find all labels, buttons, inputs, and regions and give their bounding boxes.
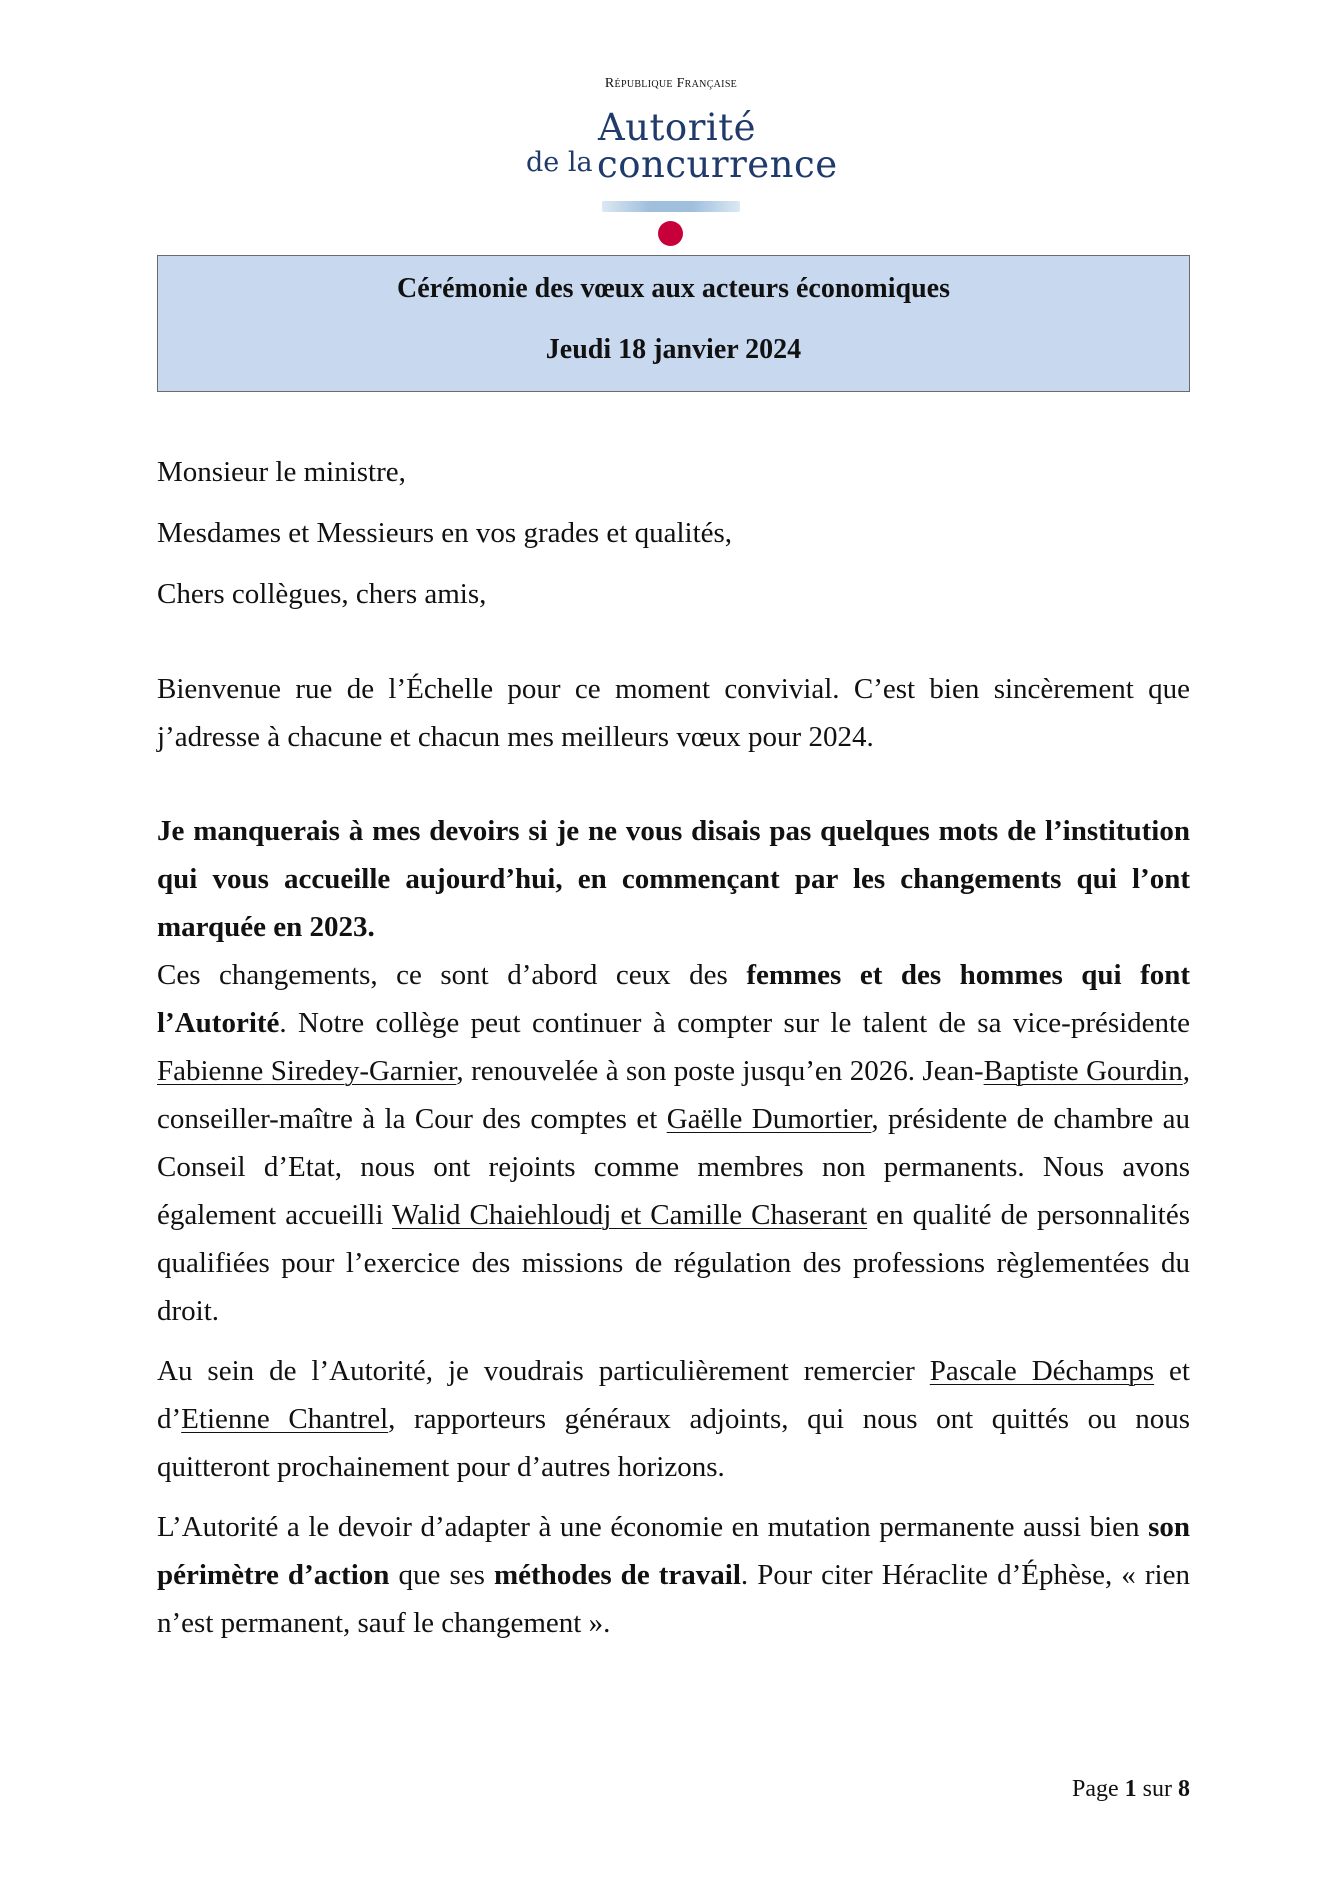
text-run: , renouvelée à son poste jusqu’en 2026. Jean- xyxy=(456,1055,984,1087)
logo-text-autorite: Autorité xyxy=(598,106,756,149)
logo-text-concurrence: concurrence xyxy=(597,143,838,186)
text-run: , conseiller-maître à la Cour des comptes et xyxy=(157,1055,1190,1135)
text-run: . Pour citer Héraclite d’Éphèse, « rien n’est permanent, sauf le changement ». xyxy=(157,1559,1190,1639)
salutation-block xyxy=(157,448,1190,618)
paragraph-intro-bold xyxy=(157,807,1190,951)
logo-blue-bar-icon xyxy=(602,201,740,212)
paragraph-welcome: Bienvenue rue de l’Échelle pour ce moment convivial. C’est bien sincèrement que j’adresse à chacune et chacun mes meilleurs vœux pour 2024. xyxy=(157,673,1190,753)
document-body xyxy=(157,448,1190,1647)
text-run: L’Autorité a le devoir d’adapter à une économie en mutation permanente aussi bien xyxy=(157,1511,1149,1543)
page-of-word: sur xyxy=(1142,1776,1172,1802)
underlined-name: Baptiste Gourdin xyxy=(983,1055,1183,1087)
letterhead xyxy=(0,0,1342,250)
underlined-name: Fabienne Siredey-Garnier xyxy=(157,1055,457,1087)
paragraph-thanks xyxy=(157,1347,1190,1491)
title-box xyxy=(157,255,1190,392)
logo-red-dot-icon xyxy=(658,221,683,246)
page-current: 1 xyxy=(1124,1776,1137,1802)
text-run: Au sein de l’Autorité, je voudrais particulièrement remercier xyxy=(157,1355,930,1387)
logo-text-de-la: de la xyxy=(526,147,593,178)
paragraph-changes xyxy=(157,951,1190,1335)
text-run: que ses xyxy=(389,1559,494,1591)
republique-francaise-label: République Française xyxy=(604,76,738,91)
text-run: . Notre collège peut continuer à compter sur le talent de sa vice-présidente xyxy=(279,1007,1190,1039)
bold-text: méthodes de travail xyxy=(494,1559,741,1591)
underlined-name: Pascale Déchamps xyxy=(929,1355,1155,1387)
page-word: Page xyxy=(1072,1776,1119,1802)
page-number xyxy=(900,1776,1190,1803)
underlined-name: Walid Chaiehloudj et Camille Chaserant xyxy=(391,1199,868,1231)
salutation-line: Monsieur le ministre, xyxy=(157,456,406,488)
underlined-name: Etienne Chantrel xyxy=(181,1403,389,1435)
underlined-name: Gaëlle Dumortier xyxy=(666,1103,872,1135)
page-total: 8 xyxy=(1178,1776,1190,1802)
event-date: Jeudi 18 janvier 2024 xyxy=(545,334,802,365)
text-run: , présidente de chambre au Conseil d’Etat, nous ont rejoints comme membres non permanents. Nous avons également accueilli xyxy=(157,1103,1190,1231)
text-run: en qualité de personnalités qualifiées pour l’exercice des missions de régulation des professions règlementées du droit. xyxy=(157,1199,1190,1327)
bold-text: Je manquerais à mes devoirs si je ne vous disais pas quelques mots de l’institution qui vous accueille aujourd’hui, en commençant par les changements qui l’ont marquée en 2023. xyxy=(157,815,1190,943)
salutation-line: Mesdames et Messieurs en vos grades et qualités, xyxy=(157,517,733,549)
text-run: et d’ xyxy=(157,1355,1190,1435)
bold-text: femmes et des hommes qui font l’Autorité xyxy=(157,959,1191,1039)
text-run: , rapporteurs généraux adjoints, qui nous ont quittés ou nous quitteront prochainement pour d’autres horizons. xyxy=(157,1403,1190,1483)
salutation-line: Chers collègues, chers amis, xyxy=(157,578,487,610)
paragraph-mission xyxy=(157,1503,1190,1647)
text-run: Ces changements, ce sont d’abord ceux des xyxy=(157,959,747,991)
bold-text: son périmètre d’action xyxy=(157,1511,1190,1591)
event-title: Cérémonie des vœux aux acteurs économiques xyxy=(397,273,950,304)
